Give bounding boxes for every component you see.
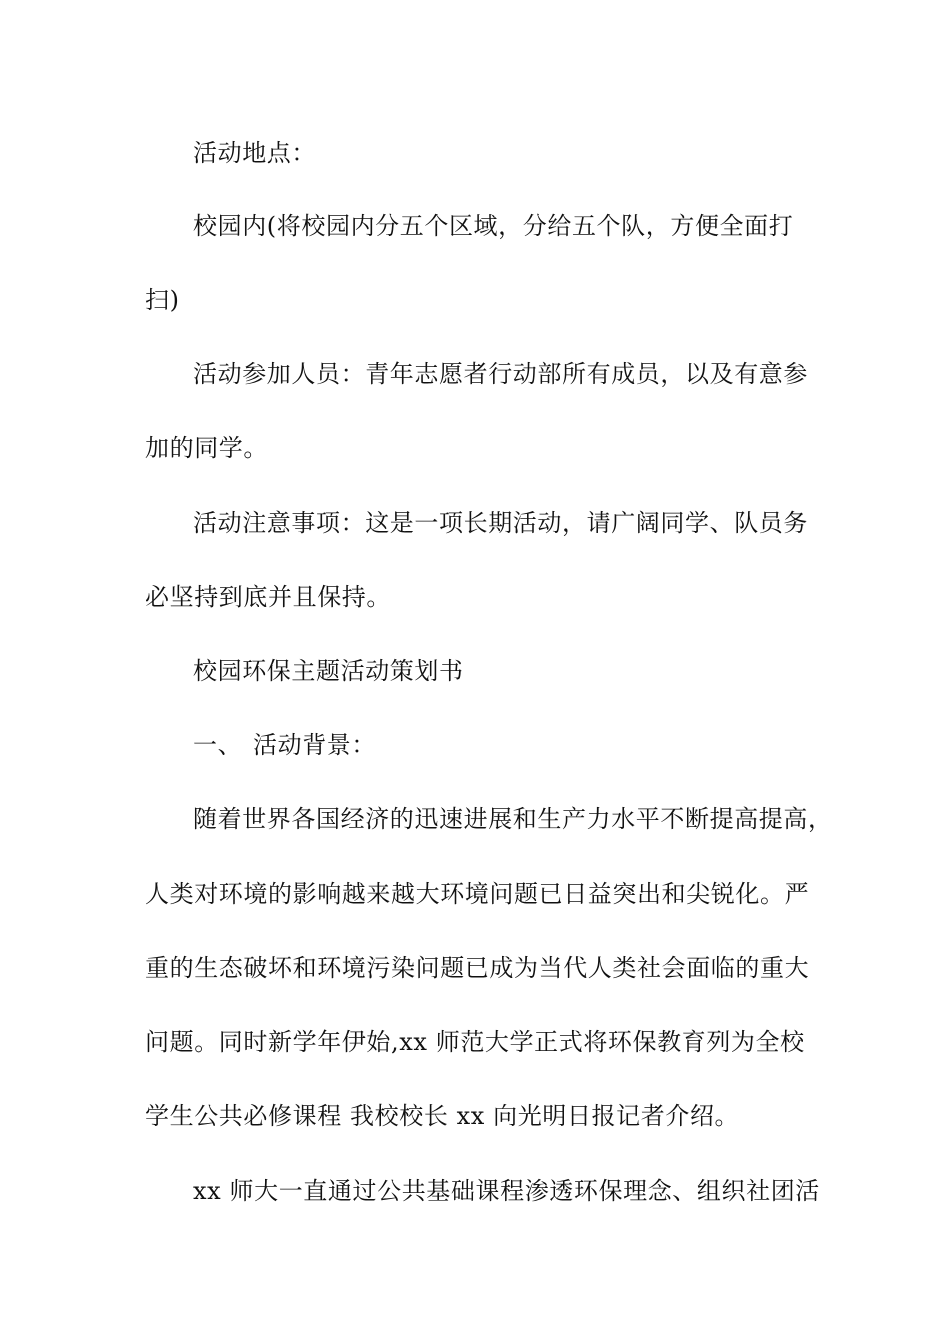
section-title: 活动背景： [253,731,376,759]
section-number: 一、 [193,731,243,759]
paragraph-line: 活动参加人员：青年志愿者行动部所有成员，以及有意参 [193,360,808,388]
section-heading [193,730,873,760]
paragraph-line: 随着世界各国经济的迅速进展和生产力水平不断提高提高， [193,805,833,833]
paragraph-line: 活动注意事项：这是一项长期活动，请广阔同学、队员务 [193,509,808,537]
activity-location-label: 活动地点： [193,139,316,167]
paragraph-line: 人类对环境的影响越来越大环境问题已日益突出和尖锐化。严 [145,880,810,908]
document-title: 校园环保主题活动策划书 [193,657,464,685]
paragraph-line: 问题。同时新学年伊始,xx 师范大学正式将环保教育列为全校 [145,1028,805,1056]
paragraph-line: xx 师大一直通过公共基础课程渗透环保理念、组织社团活 [193,1177,820,1205]
paragraph-line: 扫) [145,286,180,314]
paragraph-line: 校园内(将校园内分五个区域，分给五个队，方便全面打 [193,212,794,240]
paragraph-line: 加的同学。 [145,434,268,462]
paragraph-line: 必坚持到底并且保持。 [145,583,391,611]
paragraph-line: 学生公共必修课程 我校校长 xx 向光明日报记者介绍。 [145,1102,740,1130]
paragraph-line: 重的生态破坏和环境污染问题已成为当代人类社会面临的重大 [145,954,810,982]
